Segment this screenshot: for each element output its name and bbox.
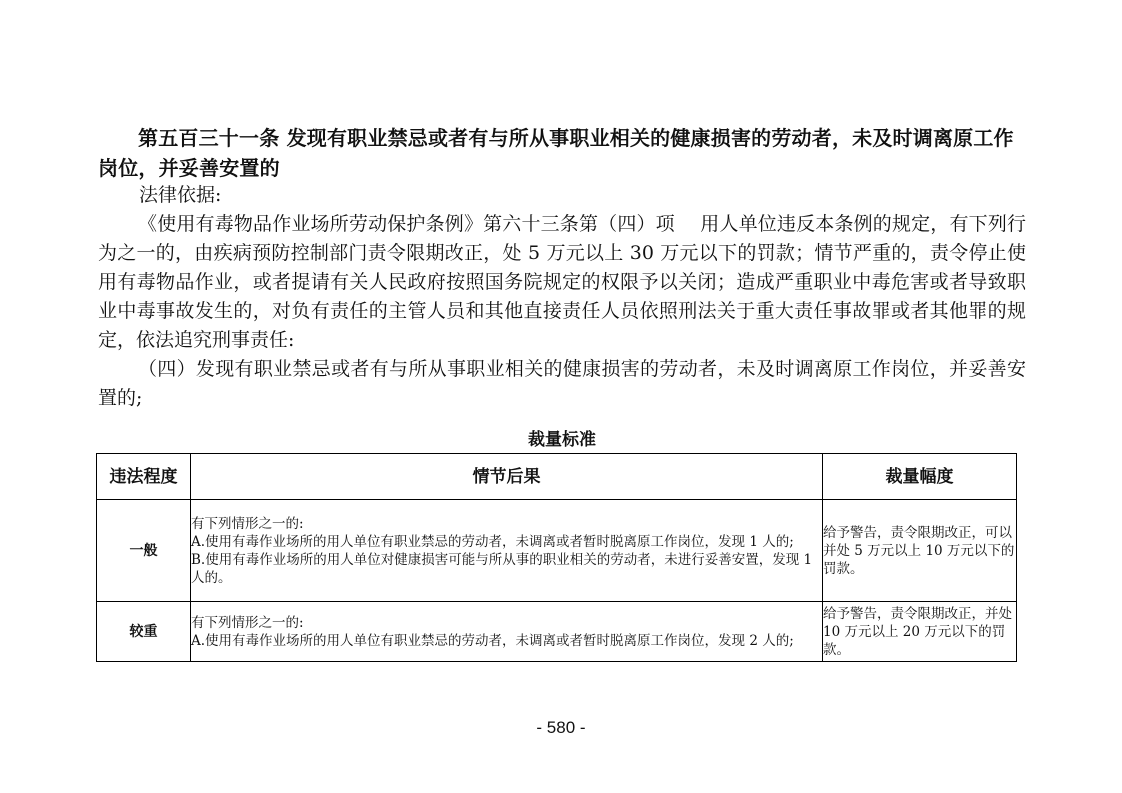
column-header-penalty-range: 裁量幅度 [823, 454, 1017, 500]
table-header-row [97, 454, 1017, 500]
circumstances-cell [191, 500, 823, 602]
column-header-circumstances: 情节后果 [191, 454, 823, 500]
circumstance-line: 有下列情形之一的: [191, 515, 304, 532]
penalty-cell: 给予警告，责令限期改正，并处 10 万元以上 20 万元以下的罚款。 [823, 602, 1017, 662]
circumstance-line: B.使用有毒作业场所的用人单位对健康损害可能与所从事的职业相关的劳动者，未进行妥善安置，发现 1 人的。 [191, 551, 813, 586]
table-row [97, 500, 1017, 602]
penalty-cell: 给予警告，责令限期改正，可以并处 5 万元以上 10 万元以下的罚款。 [823, 500, 1017, 602]
circumstance-line: A.使用有毒作业场所的用人单位有职业禁忌的劳动者，未调离或者暂时脱离原工作岗位，发现 1 人的; [191, 533, 794, 550]
table-row [97, 602, 1017, 662]
discretion-standard-table [96, 453, 1017, 662]
circumstances-cell [191, 602, 823, 662]
circumstance-line: 有下列情形之一的: [191, 614, 304, 631]
page-number: - 580 - [536, 718, 586, 737]
circumstance-line: A.使用有毒作业场所的用人单位有职业禁忌的劳动者，未调离或者暂时脱离原工作岗位，发现 2 人的; [191, 632, 794, 649]
violation-clause-paragraph: （四）发现有职业禁忌或者有与所从事职业相关的健康损害的劳动者，未及时调离原工作岗位，并妥善安置的; [98, 358, 1026, 409]
legal-basis-paragraph: 《使用有毒物品作业场所劳动保护条例》第六十三条第（四）项 用人单位违反本条例的规定，有下列行为之一的，由疾病预防控制部门责令限期改正，处 5 万元以上 30 万元以下的罚款；情节严重的，责令停止使用有毒物品作业，或者提请有关人民政府按照国务院规定的权限予以关闭；造成严重职业中毒危害或者导致职业中毒事故发生的，对负有责任的主管人员和其他直接责任人员依照刑法关于重大责任事故罪或者其他罪的规定，依法追究刑事责任: [98, 213, 1026, 351]
table-title: 裁量标准 [528, 430, 596, 450]
legal-basis-label: 法律依据: [139, 184, 222, 206]
severity-cell: 一般 [97, 500, 191, 602]
article-heading: 第五百三十一条 发现有职业禁忌或者有与所从事职业相关的健康损害的劳动者，未及时调离原工作岗位，并妥善安置的 [98, 126, 1014, 180]
column-header-severity: 违法程度 [97, 454, 191, 500]
severity-cell: 较重 [97, 602, 191, 662]
